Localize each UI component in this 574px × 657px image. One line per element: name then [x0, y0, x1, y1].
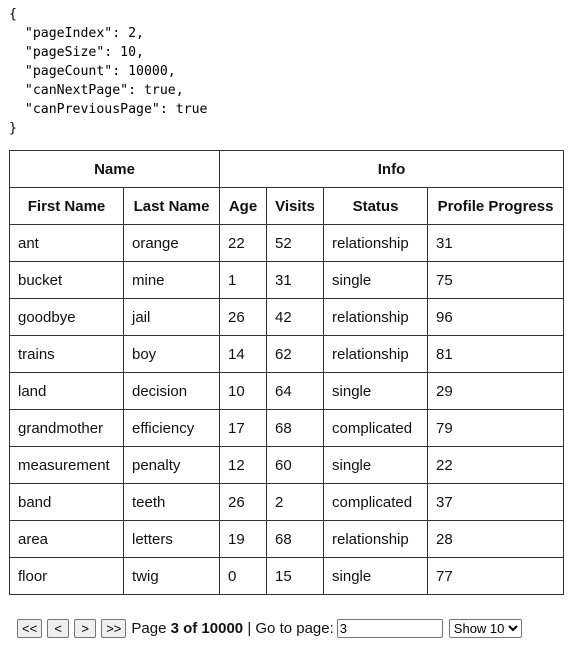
- next-page-button[interactable]: >: [74, 619, 96, 638]
- cell-last-name: teeth: [124, 484, 220, 521]
- column-header-first-name: First Name: [10, 188, 124, 225]
- group-header-info: Info: [220, 151, 564, 188]
- cell-visits: 52: [267, 225, 324, 262]
- cell-visits: 68: [267, 410, 324, 447]
- cell-first-name: floor: [10, 558, 124, 595]
- cell-age: 1: [220, 262, 267, 299]
- column-header-age: Age: [220, 188, 267, 225]
- cell-profile-progress: 31: [428, 225, 564, 262]
- cell-visits: 68: [267, 521, 324, 558]
- table-state-json: [9, 5, 208, 138]
- previous-page-button[interactable]: <: [47, 619, 69, 638]
- cell-first-name: goodbye: [10, 299, 124, 336]
- cell-profile-progress: 96: [428, 299, 564, 336]
- cell-first-name: grandmother: [10, 410, 124, 447]
- column-header-visits: Visits: [267, 188, 324, 225]
- state-line: {: [9, 7, 17, 22]
- page-size-select[interactable]: [449, 619, 522, 638]
- column-header-status: Status: [324, 188, 428, 225]
- cell-age: 19: [220, 521, 267, 558]
- cell-last-name: orange: [124, 225, 220, 262]
- table-row: [10, 447, 564, 484]
- cell-visits: 62: [267, 336, 324, 373]
- group-header-name: Name: [10, 151, 220, 188]
- cell-first-name: ant: [10, 225, 124, 262]
- cell-profile-progress: 28: [428, 521, 564, 558]
- cell-status: complicated: [324, 484, 428, 521]
- cell-profile-progress: 29: [428, 373, 564, 410]
- cell-last-name: jail: [124, 299, 220, 336]
- table-row: [10, 521, 564, 558]
- cell-profile-progress: 81: [428, 336, 564, 373]
- separator-glyph: |: [247, 619, 252, 637]
- cell-status: single: [324, 447, 428, 484]
- pagination-bar: [17, 617, 522, 639]
- cell-visits: 31: [267, 262, 324, 299]
- pagination-separator: [243, 620, 255, 637]
- cell-visits: 60: [267, 447, 324, 484]
- cell-last-name: boy: [124, 336, 220, 373]
- goto-page-label: Go to page:: [255, 619, 334, 637]
- cell-age: 10: [220, 373, 267, 410]
- last-page-button[interactable]: >>: [101, 619, 126, 638]
- cell-status: single: [324, 373, 428, 410]
- cell-profile-progress: 79: [428, 410, 564, 447]
- state-line: "pageSize": 10,: [9, 45, 144, 60]
- cell-first-name: area: [10, 521, 124, 558]
- cell-last-name: letters: [124, 521, 220, 558]
- cell-last-name: twig: [124, 558, 220, 595]
- table-row: [10, 336, 564, 373]
- table-row: [10, 225, 564, 262]
- cell-status: single: [324, 558, 428, 595]
- cell-profile-progress: 75: [428, 262, 564, 299]
- cell-last-name: penalty: [124, 447, 220, 484]
- cell-first-name: bucket: [10, 262, 124, 299]
- cell-first-name: band: [10, 484, 124, 521]
- cell-age: 14: [220, 336, 267, 373]
- cell-first-name: trains: [10, 336, 124, 373]
- column-header-profile-progress: Profile Progress: [428, 188, 564, 225]
- cell-age: 0: [220, 558, 267, 595]
- table-row: [10, 558, 564, 595]
- cell-status: relationship: [324, 299, 428, 336]
- cell-status: single: [324, 262, 428, 299]
- cell-status: relationship: [324, 336, 428, 373]
- state-line: "canNextPage": true,: [9, 83, 184, 98]
- goto-page-input[interactable]: [337, 619, 443, 638]
- cell-last-name: efficiency: [124, 410, 220, 447]
- page-prefix: Page: [131, 619, 167, 637]
- cell-visits: 42: [267, 299, 324, 336]
- state-line: "canPreviousPage": true: [9, 102, 208, 117]
- column-header-last-name: Last Name: [124, 188, 220, 225]
- cell-age: 12: [220, 447, 267, 484]
- cell-age: 26: [220, 484, 267, 521]
- cell-last-name: decision: [124, 373, 220, 410]
- cell-profile-progress: 37: [428, 484, 564, 521]
- state-line: "pageCount": 10000,: [9, 64, 176, 79]
- page-info: 3 of 10000: [170, 619, 244, 637]
- cell-status: relationship: [324, 521, 428, 558]
- cell-profile-progress: 77: [428, 558, 564, 595]
- cell-visits: 15: [267, 558, 324, 595]
- state-line: }: [9, 121, 17, 136]
- cell-age: 26: [220, 299, 267, 336]
- cell-visits: 2: [267, 484, 324, 521]
- cell-profile-progress: 22: [428, 447, 564, 484]
- data-table: [9, 150, 564, 595]
- cell-visits: 64: [267, 373, 324, 410]
- table-row: [10, 484, 564, 521]
- cell-first-name: measurement: [10, 447, 124, 484]
- cell-age: 22: [220, 225, 267, 262]
- cell-first-name: land: [10, 373, 124, 410]
- table-row: [10, 262, 564, 299]
- table-row: [10, 410, 564, 447]
- cell-status: relationship: [324, 225, 428, 262]
- cell-status: complicated: [324, 410, 428, 447]
- first-page-button[interactable]: <<: [17, 619, 42, 638]
- cell-last-name: mine: [124, 262, 220, 299]
- state-line: "pageIndex": 2,: [9, 26, 144, 41]
- table-row: [10, 299, 564, 336]
- page-indicator: [131, 620, 243, 637]
- header-row: [10, 188, 564, 225]
- cell-age: 17: [220, 410, 267, 447]
- table-row: [10, 373, 564, 410]
- header-group-row: [10, 151, 564, 188]
